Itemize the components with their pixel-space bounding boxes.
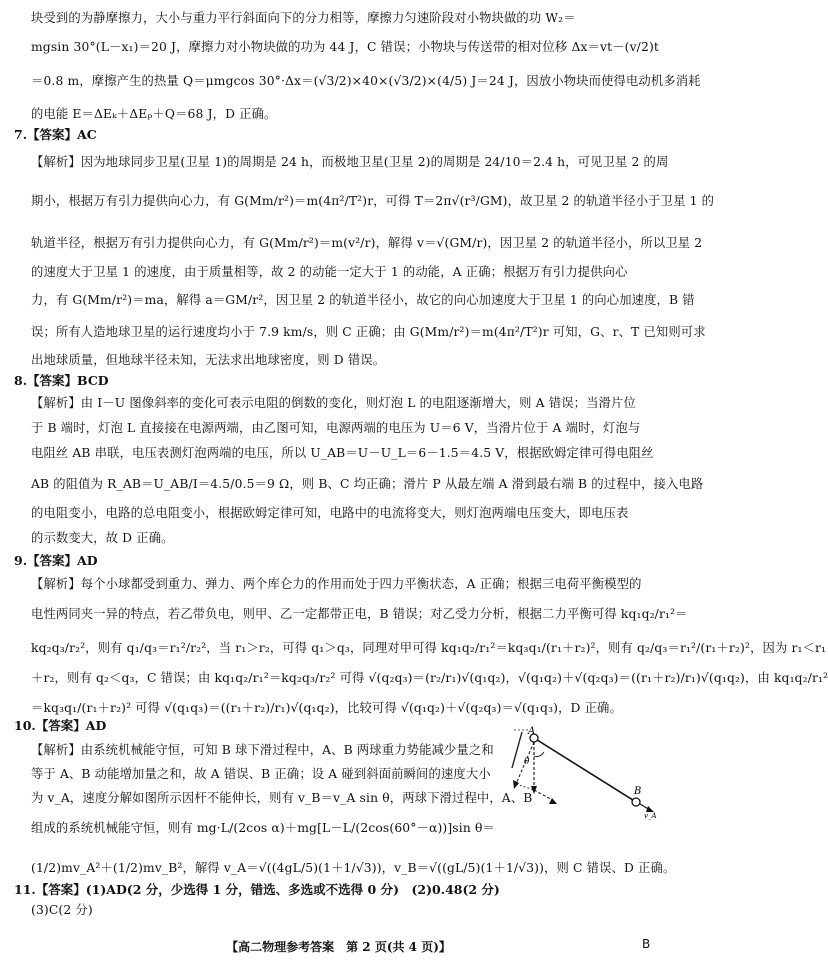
text-line: 的电能 E＝ΔEₖ＋ΔEₚ＋Q＝68 J，D 正确。 — [31, 107, 277, 121]
text-line: 【解析】每个小球都受到重力、弹力、两个库仑力的作用而处于四力平衡状态，A 正确；根据三电荷平衡模型的 — [31, 577, 642, 591]
text-line: mgsin 30°(L－x₁)＝20 J，摩擦力对小物块做的功为 44 J，C 错误；小物块与传送带的相对位移 Δx＝vt－(v/2)t — [31, 40, 659, 54]
version-letter: B — [642, 937, 651, 951]
text-line: 出地球质量，但地球半径未知，无法求出地球密度，则 D 错误。 — [31, 353, 386, 367]
text-line: 的示数变大，故 D 正确。 — [31, 531, 174, 545]
figure-label-b: B — [634, 786, 642, 797]
text-line: 期小，根据万有引力提供向心力，有 G(Mm/r²)＝m(4π²/T²)r，可得 T＝2π√(r³/GM)，故卫星 2 的轨道半径小于卫星 1 的 — [31, 194, 715, 208]
text-line: 误；所有人造地球卫星的运行速度均小于 7.9 km/s，则 C 正确；由 G(Mm/r²)＝m(4π²/T²)r 可知，G、r、T 已知则可求 — [31, 325, 706, 339]
text-line: ＝0.8 m，摩擦产生的热量 Q＝μmgcos 30°·Δx＝(√3/2)×40×(√3/2)×(4/5) J＝24 J，因放小物块而使得电动机多消耗 — [31, 74, 701, 88]
text-line: 于 B 端时，灯泡 L 直接接在电源两端，由乙图可知，电源两端的电压为 U＝6 V，当滑片位于 A 端时，灯泡与 — [31, 421, 641, 435]
text-line: 组成的系统机械能守恒，则有 mg·L/(2cos α)＋mg[L－L/(2cos(60°－α))]sin θ＝ — [31, 821, 495, 835]
text-line: 轨道半径，根据万有引力提供向心力，有 G(Mm/r²)＝m(v²/r)，解得 v＝√(GM/r)，因卫星 2 的轨道半径小，所以卫星 2 — [31, 236, 703, 250]
q11-answer-heading: 11.【答案】(1)AD(2 分，少选得 1 分，错选、多选或不选得 0 分) (2)0.48(2 分) — [14, 882, 500, 897]
text-line: 的速度大于卫星 1 的速度，由于质量相等，故 2 的动能一定大于 1 的动能，A 正确；根据万有引力提供向心 — [31, 265, 628, 279]
page-footer: 【高二物理参考答案 第 2 页(共 4 页)】 — [226, 940, 451, 954]
text-line: 块受到的为静摩擦力，大小与重力平行斜面向下的分力相等，摩擦力匀速阶段对小物块做的功 W₂＝ — [31, 11, 576, 25]
q9-answer-heading: 9.【答案】AD — [14, 553, 98, 568]
text-line: 电阻丝 AB 串联，电压表测灯泡两端的电压，所以 U_AB＝U－U_L＝6－1.5＝4.5 V，根据欧姆定律可得电阻丝 — [31, 446, 654, 460]
figure-label-theta: θ — [524, 757, 530, 767]
q8-answer-heading: 8.【答案】BCD — [14, 373, 109, 388]
text-line: 【解析】由系统机械能守恒，可知 B 球下滑过程中，A、B 两球重力势能减少量之和 — [31, 743, 494, 757]
text-line: (3)C(2 分) — [31, 903, 93, 917]
text-line: 【解析】因为地球同步卫星(卫星 1)的周期是 24 h，而极地卫星(卫星 2)的周期是 24/10＝2.4 h，可见卫星 2 的周 — [31, 155, 669, 169]
text-line: 的电阻变小，电路的总电阻变小，根据欧姆定律可知，电路中的电流将变大，则灯泡两端电压变大，即电压表 — [31, 506, 629, 520]
text-line: 电性两同夹一异的特点，若乙带负电，则甲、乙一定都带正电，B 错误；对乙受力分析，根据二力平衡可得 kq₁q₂/r₁²＝ — [31, 607, 688, 621]
text-line: 等于 A、B 动能增加量之和，故 A 错误、B 正确；设 A 碰到斜面前瞬间的速度大小 — [31, 767, 491, 781]
figure-label-velocity: v_A — [644, 812, 657, 820]
text-line: ＋r₂，则有 q₂＜q₃，C 错误；由 kq₁q₂/r₁²＝kq₂q₃/r₂² 可得 √(q₂q₃)＝(r₂/r₁)√(q₁q₂)，√(q₁q₂)＋√(q₂q₃)＝((r₁＋r₂)/r₁)√(q₁q₂)，由 kq₁q₂/r₁² — [31, 671, 828, 685]
velocity-decomposition-figure — [494, 728, 664, 818]
text-line: (1/2)mv_A²＋(1/2)mv_B²，解得 v_A＝√((4gL/5)(1＋1/√3))，v_B＝√((gL/5)(1＋1/√3))，则 C 错误、D 正确。 — [31, 861, 676, 875]
figure-label-a: A — [528, 726, 536, 737]
q10-answer-heading: 10.【答案】AD — [14, 718, 107, 733]
q7-answer-heading: 7.【答案】AC — [14, 127, 97, 142]
text-line: kq₂q₃/r₂²，则有 q₁/q₃＝r₁²/r₂²，当 r₁＞r₂，可得 q₁＞q₃，同理对甲可得 kq₁q₂/r₁²＝kq₃q₁/(r₁＋r₂)²，则有 q₂/q₃＝r₁²/(r₁＋r₂)²，因为 r₁＜r₁ — [31, 641, 827, 655]
text-line: 【解析】由 I－U 图像斜率的变化可表示电阻的倒数的变化，则灯泡 L 的电阻逐渐增大，则 A 错误；当滑片位 — [31, 396, 636, 410]
text-line: ＝kq₃q₁/(r₁＋r₂)² 可得 √(q₁q₃)＝((r₁＋r₂)/r₁)√(q₁q₂)，比较可得 √(q₁q₂)＋√(q₂q₃)＝√(q₁q₃)，D 正确。 — [31, 701, 622, 715]
text-line: 力，有 G(Mm/r²)＝ma，解得 a＝GM/r²，因卫星 2 的轨道半径小，故它的向心加速度大于卫星 1 的向心加速度，B 错 — [31, 293, 695, 307]
text-line: 为 v_A，速度分解如图所示因杆不能伸长，则有 v_B＝v_A sin θ，两球下滑过程中，A、B — [31, 791, 533, 805]
text-line: AB 的阻值为 R_AB＝U_AB/I＝4.5/0.5＝9 Ω，则 B、C 均正确；滑片 P 从最左端 A 滑到最右端 B 的过程中，接入电路 — [31, 477, 704, 491]
